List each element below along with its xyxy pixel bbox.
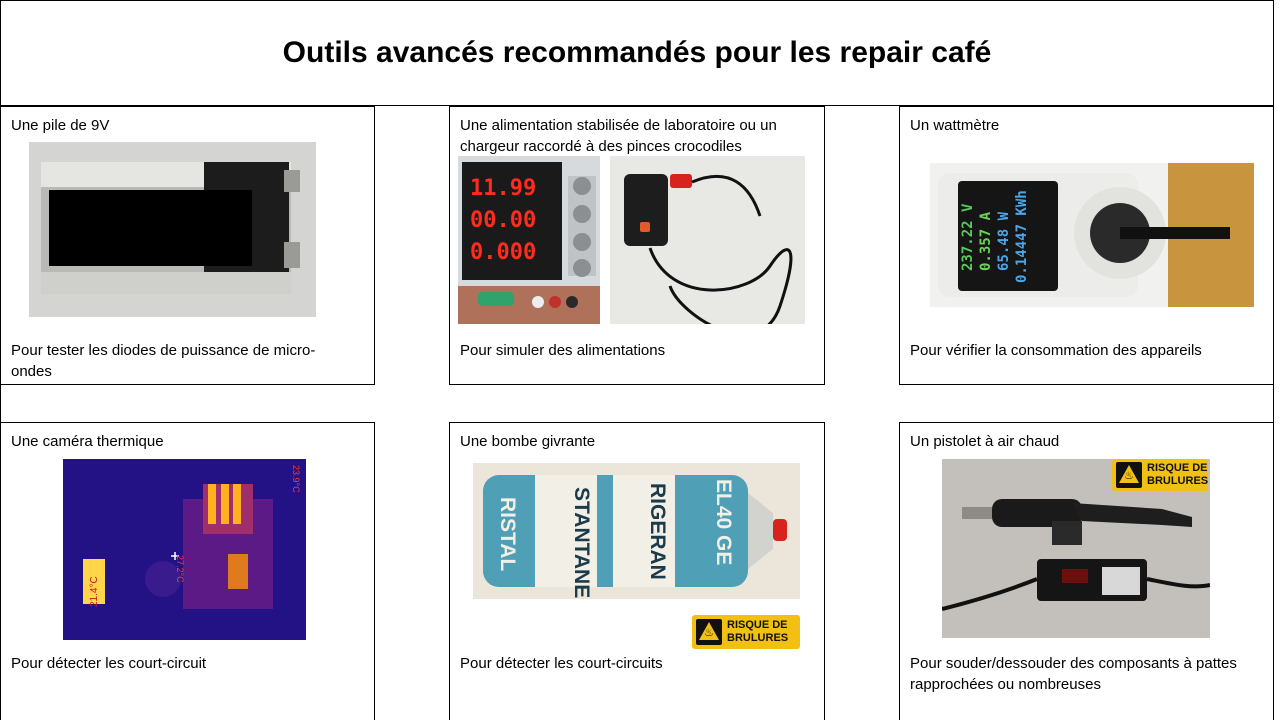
card-freeze-spray bbox=[449, 422, 825, 720]
card-title: Un wattmètre bbox=[910, 117, 1000, 134]
wattmeter-volts: 237.22 V bbox=[960, 203, 976, 271]
page-title: Outils avancés recommandés pour les repair café bbox=[282, 36, 992, 69]
wattmeter-kwh: 0.14447 KWh bbox=[1014, 190, 1030, 283]
psu-watts-readout: 0.000 bbox=[470, 240, 537, 265]
psu-amps-readout: 00.00 bbox=[470, 208, 537, 233]
card-title: Une caméra thermique bbox=[11, 433, 164, 450]
hot-surface-warning-icon bbox=[696, 619, 722, 645]
card-description: Pour vérifier la consommation des appareils bbox=[910, 342, 1202, 359]
card-hot-air-gun bbox=[899, 422, 1274, 720]
thermal-center-reading: 27.2°C bbox=[175, 555, 185, 583]
card-title: Un pistolet à air chaud bbox=[910, 433, 1060, 450]
can-label-line4: EL40 GE bbox=[712, 479, 735, 566]
thermal-illustration bbox=[63, 459, 306, 640]
wattmeter-watts: 65.48 W bbox=[996, 211, 1012, 271]
card-power-supply bbox=[449, 106, 825, 385]
charger-illustration bbox=[610, 156, 805, 324]
card-description: Pour détecter les court-circuits bbox=[460, 655, 663, 672]
wattmeter-photo bbox=[930, 163, 1254, 307]
battery-photo bbox=[29, 142, 316, 317]
thermal-photo bbox=[63, 459, 306, 640]
thermal-max-reading: 23.9°C bbox=[291, 465, 301, 493]
card-wattmeter bbox=[899, 106, 1274, 385]
card-title: Une bombe givrante bbox=[460, 433, 596, 450]
psu-photo bbox=[458, 156, 600, 324]
can-label-line1: RIGERAN bbox=[646, 483, 669, 580]
warning-badge-text: RISQUE DE BRULURES bbox=[1147, 462, 1209, 487]
card-title: Une pile de 9V bbox=[11, 117, 110, 134]
card-thermal-camera bbox=[0, 422, 375, 720]
thermal-spot-reading: 21.4°C bbox=[89, 576, 100, 607]
card-description: Pour simuler des alimentations bbox=[460, 342, 666, 359]
warning-badge bbox=[1112, 459, 1208, 491]
hot-surface-warning-icon bbox=[1116, 462, 1142, 488]
freeze-spray-photo bbox=[473, 463, 800, 599]
wattmeter-amps: 0.357 A bbox=[978, 211, 994, 271]
warning-badge bbox=[692, 615, 800, 649]
card-title: Une alimentation stabilisée de laboratoire ou un chargeur raccordé à des pinces crocodiles bbox=[460, 117, 777, 155]
can-label-line3: RISTAL bbox=[496, 497, 519, 572]
card-description: Pour détecter les court-circuit bbox=[11, 655, 207, 672]
can-label-line2: STANTANE bbox=[570, 487, 593, 599]
charger-photo bbox=[610, 156, 805, 324]
card-description: Pour tester les diodes de puissance de micro-ondes bbox=[11, 342, 316, 380]
freeze-spray-illustration bbox=[473, 463, 800, 599]
card-description: Pour souder/dessouder des composants à pattes rapprochées ou nombreuses bbox=[910, 655, 1237, 693]
battery-illustration bbox=[29, 142, 316, 317]
card-battery bbox=[0, 106, 375, 385]
warning-badge-text: RISQUE DE BRULURES bbox=[727, 619, 789, 644]
psu-volts-readout: 11.99 bbox=[470, 176, 537, 201]
